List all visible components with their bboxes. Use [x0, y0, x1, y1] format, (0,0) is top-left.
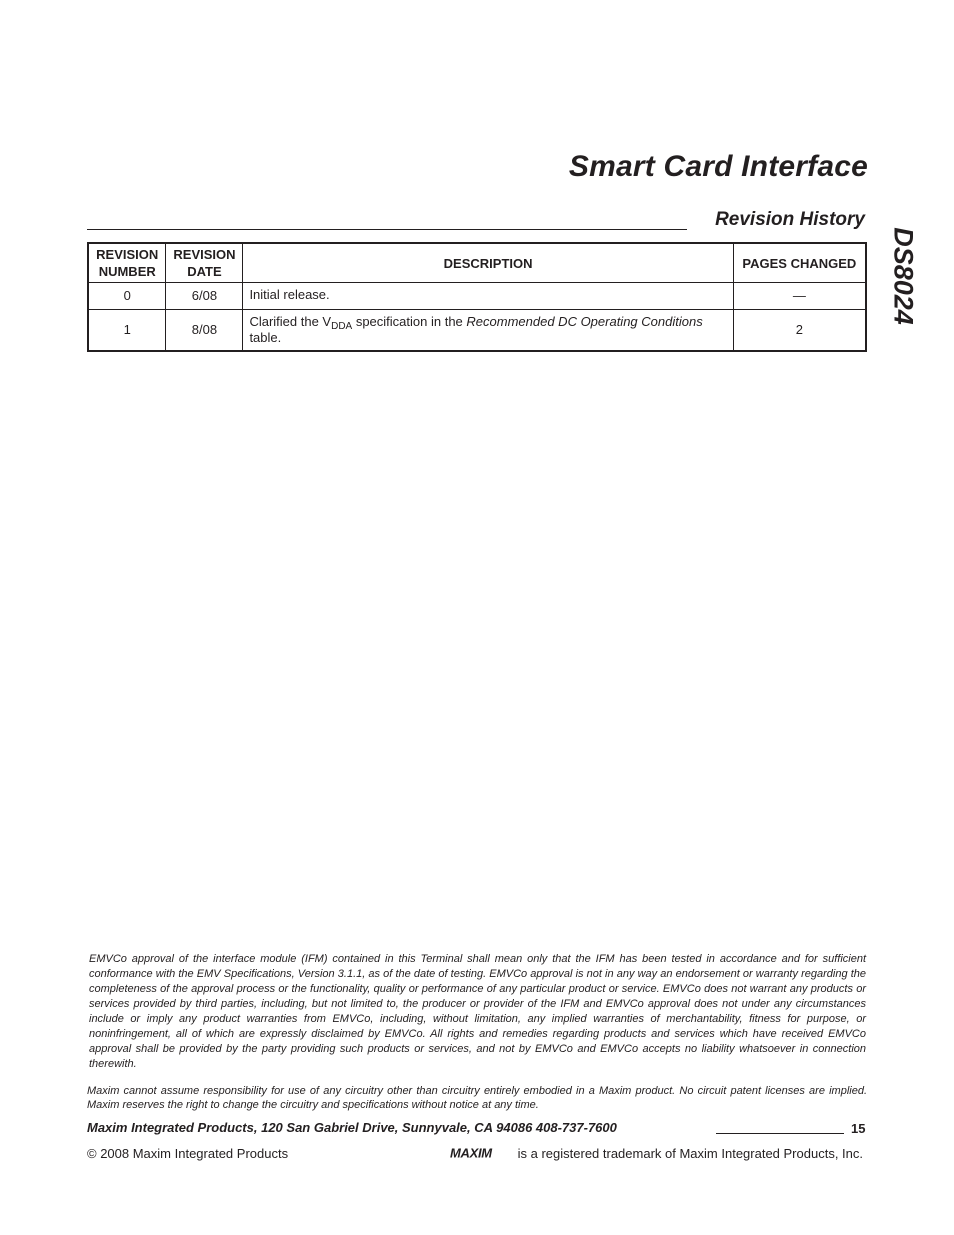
vdda-subscript: DDA — [331, 321, 353, 332]
emvco-disclaimer: EMVCo approval of the interface module (IFM) contained in this Terminal shall mean only that the IFM has been tested in accordance and for sufficient conformance with the EMV Specifications, Version 3.1.1, as of the date of testing. EMVCo approval is not in any way an endorsement or warranty regarding the completeness of the approval process or the functionality, quality or performance of any particular product or service. EMVCo does not warrant any products or services provided by third parties, including, but not limited to, the producer or provider of the IFM and EMVCo approval does not under any circumstances include or imply any product warranties from EMVCo, including, without limitation, any implied warranties of merchantability, fitness for purpose, or noninfringement, all of which are expressly disclaimed by EMVCo. All rights and remedies regarding products and services which have received EMVCo approval shall be provided by the party providing such products or services, and not by EMVCo and EMVCo accepts no liability whatsoever in connection therewith. — [89, 953, 866, 1070]
section-rule — [87, 229, 687, 230]
revision-date-cell: 8/08 — [166, 310, 243, 352]
page-number: 15 — [851, 1121, 866, 1136]
pages-changed-cell: 2 — [733, 310, 866, 352]
maxim-logo-text: MAXIM — [449, 1146, 492, 1159]
table-row — [88, 283, 866, 310]
address-rule — [716, 1133, 844, 1134]
section-header — [87, 206, 867, 232]
trademark-line — [450, 1146, 863, 1161]
section-title: Revision History — [715, 209, 865, 230]
header-revision-number: REVISION NUMBER — [88, 243, 166, 283]
maxim-disclaimer: Maxim cannot assume responsibility for use of any circuitry other than circuitry entirely embodied in a Maxim product. No circuit patent licenses are implied. Maxim reserves the right to change the circuitry and specifications without notice at any time. — [87, 1085, 867, 1111]
description-text: table. — [249, 330, 282, 345]
description-cell — [243, 310, 733, 352]
description-cell: Initial release. — [243, 283, 733, 310]
pages-changed-cell: — — [733, 283, 866, 310]
table-row — [88, 310, 866, 352]
revision-date-cell: 6/08 — [166, 283, 243, 310]
part-number-sidebar: DS8024 — [888, 227, 919, 325]
description-text: Clarified the V — [249, 314, 332, 329]
revision-history-table — [87, 242, 867, 352]
revision-number-cell: 1 — [88, 310, 166, 352]
description-text: specification in the — [352, 314, 467, 329]
table-header-row — [88, 243, 866, 283]
header-description: DESCRIPTION — [243, 243, 733, 283]
copyright-notice: © 2008 Maxim Integrated Products — [87, 1146, 289, 1161]
description-italic-reference: Recommended DC Operating Conditions — [466, 314, 703, 329]
revision-number-cell: 0 — [88, 283, 166, 310]
page-title: Smart Card Interface — [568, 150, 868, 183]
header-pages-changed: PAGES CHANGED — [733, 243, 866, 283]
header-revision-date: REVISION DATE — [166, 243, 243, 283]
trademark-text: is a registered trademark of Maxim Integrated Products, Inc. — [517, 1146, 863, 1161]
maxim-logo — [450, 1146, 512, 1159]
company-address: Maxim Integrated Products, 120 San Gabriel Drive, Sunnyvale, CA 94086 408-737-7600 — [87, 1120, 617, 1135]
